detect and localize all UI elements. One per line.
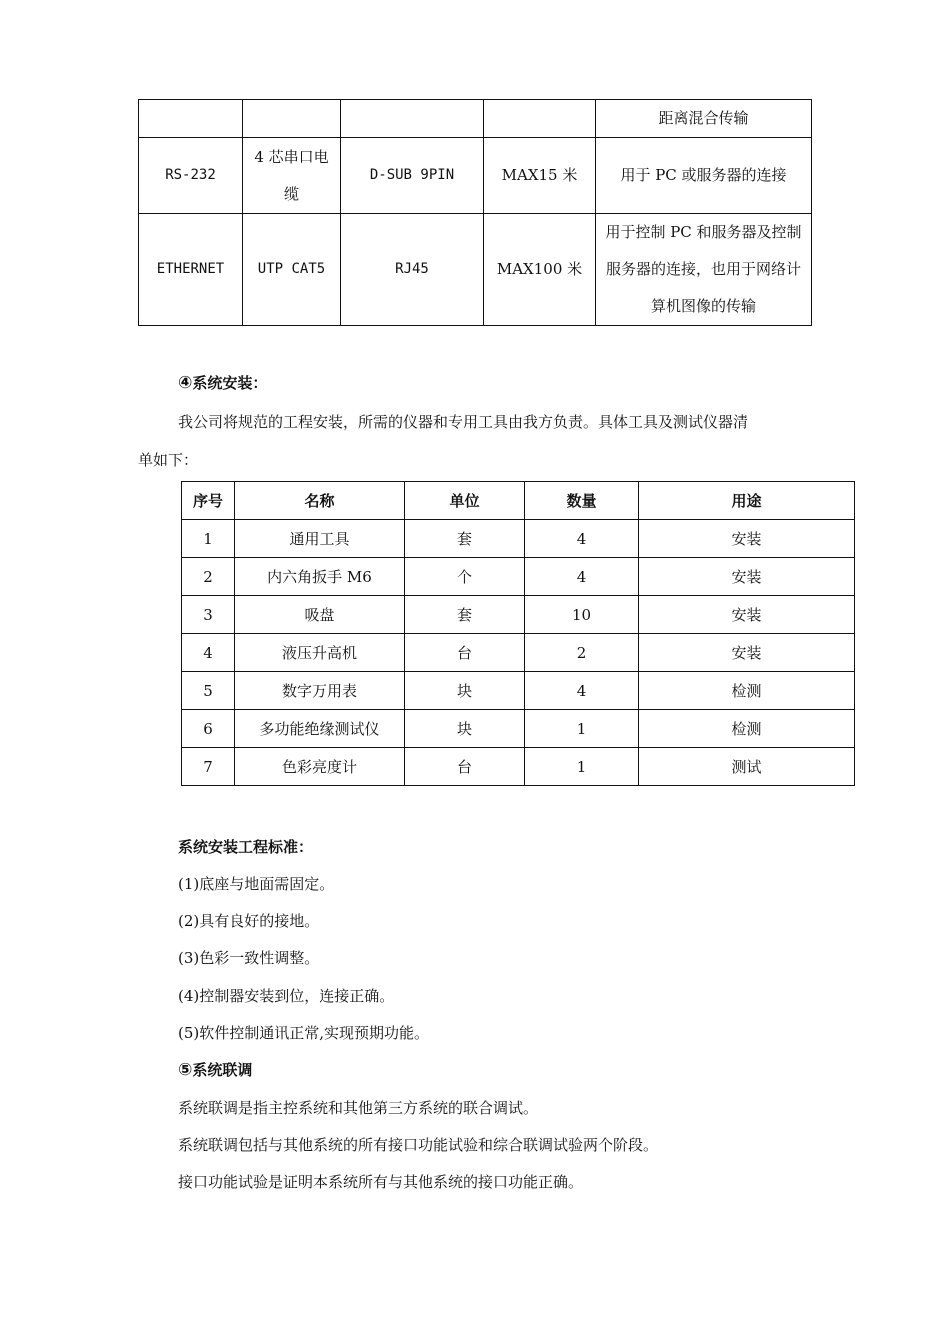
- table-row: [182, 596, 855, 634]
- list-item: (3)色彩一致性调整。: [178, 949, 320, 967]
- table-cell: 1: [525, 710, 639, 748]
- table-header-row: [182, 482, 855, 520]
- table-cell: 安装: [639, 596, 855, 634]
- table-cell: 安装: [639, 634, 855, 672]
- table-row: [182, 634, 855, 672]
- standards-title: 系统安装工程标准：: [178, 838, 314, 856]
- table-cell: MAX15 米: [484, 138, 596, 214]
- table-row: [182, 520, 855, 558]
- table-cell: MAX100 米: [484, 214, 596, 326]
- table-cell: 液压升高机: [235, 634, 405, 672]
- table-cell: 4: [525, 672, 639, 710]
- table-cell: 个: [405, 558, 525, 596]
- table-cell: 2: [182, 558, 235, 596]
- table-cell: ETHERNET: [139, 214, 243, 326]
- table-cell: RJ45: [341, 214, 484, 326]
- table-row: [182, 710, 855, 748]
- table-cell: 块: [405, 672, 525, 710]
- table-cell: 多功能绝缘测试仪: [235, 710, 405, 748]
- column-header: 序号: [182, 482, 235, 520]
- list-item: (4)控制器安装到位，连接正确。: [178, 987, 395, 1005]
- table-cell: 色彩亮度计: [235, 748, 405, 786]
- table-cell: 台: [405, 748, 525, 786]
- table-cell: D-SUB 9PIN: [341, 138, 484, 214]
- table-row: [182, 558, 855, 596]
- cable-table: [138, 99, 812, 326]
- section-number: ⑤: [178, 1060, 193, 1080]
- table-row: [139, 138, 812, 214]
- table-row: [139, 100, 812, 138]
- table-cell: 用于 PC 或服务器的连接: [596, 138, 812, 214]
- table-row: [182, 748, 855, 786]
- paragraph: 系统联调是指主控系统和其他第三方系统的联合调试。: [178, 1099, 539, 1117]
- table-cell: 5: [182, 672, 235, 710]
- table-cell: 检测: [639, 710, 855, 748]
- table-cell: [341, 100, 484, 138]
- table-cell: 吸盘: [235, 596, 405, 634]
- table-cell: 套: [405, 596, 525, 634]
- table-row: [182, 672, 855, 710]
- table-cell: 1: [525, 748, 639, 786]
- column-header: 数量: [525, 482, 639, 520]
- paragraph: 我公司将规范的工程安装，所需的仪器和专用工具由我方负责。具体工具及测试仪器清: [178, 413, 749, 431]
- table-cell: 通用工具: [235, 520, 405, 558]
- table-cell: 数字万用表: [235, 672, 405, 710]
- section-number: ④: [178, 373, 193, 393]
- tool-table: [181, 481, 855, 786]
- table-cell: 块: [405, 710, 525, 748]
- table-cell: 套: [405, 520, 525, 558]
- list-item: (1)底座与地面需固定。: [178, 875, 335, 893]
- table-row: [139, 214, 812, 326]
- column-header: 名称: [235, 482, 405, 520]
- table-cell: [484, 100, 596, 138]
- table-cell: 7: [182, 748, 235, 786]
- table-cell: 测试: [639, 748, 855, 786]
- table-cell: 检测: [639, 672, 855, 710]
- table-cell: 安装: [639, 558, 855, 596]
- section-title: 系统安装：: [192, 374, 268, 392]
- table-cell: 台: [405, 634, 525, 672]
- table-cell: 用于控制 PC 和服务器及控制服务器的连接，也用于网络计算机图像的传输: [596, 214, 812, 326]
- column-header: 用途: [639, 482, 855, 520]
- table-cell: 距离混合传输: [596, 100, 812, 138]
- table-cell: RS-232: [139, 138, 243, 214]
- table-cell: [243, 100, 341, 138]
- table-cell: 内六角扳手 M6: [235, 558, 405, 596]
- table-cell: 4 芯串口电缆: [243, 138, 341, 214]
- table-cell: 2: [525, 634, 639, 672]
- table-cell: 4: [525, 558, 639, 596]
- paragraph: 系统联调包括与其他系统的所有接口功能试验和综合联调试验两个阶段。: [178, 1136, 659, 1154]
- list-item: (5)软件控制通讯正常,实现预期功能。: [178, 1024, 430, 1042]
- table-cell: UTP CAT5: [243, 214, 341, 326]
- section-title: 系统联调: [192, 1061, 253, 1079]
- paragraph: 单如下：: [138, 451, 199, 469]
- column-header: 单位: [405, 482, 525, 520]
- table-cell: 3: [182, 596, 235, 634]
- section-heading: [178, 372, 267, 393]
- section-heading: [178, 1059, 252, 1080]
- table-cell: 安装: [639, 520, 855, 558]
- paragraph: 接口功能试验是证明本系统所有与其他系统的接口功能正确。: [178, 1173, 584, 1191]
- table-cell: 4: [525, 520, 639, 558]
- table-cell: [139, 100, 243, 138]
- table-cell: 1: [182, 520, 235, 558]
- table-cell: 6: [182, 710, 235, 748]
- list-item: (2)具有良好的接地。: [178, 912, 320, 930]
- table-cell: 4: [182, 634, 235, 672]
- table-cell: 10: [525, 596, 639, 634]
